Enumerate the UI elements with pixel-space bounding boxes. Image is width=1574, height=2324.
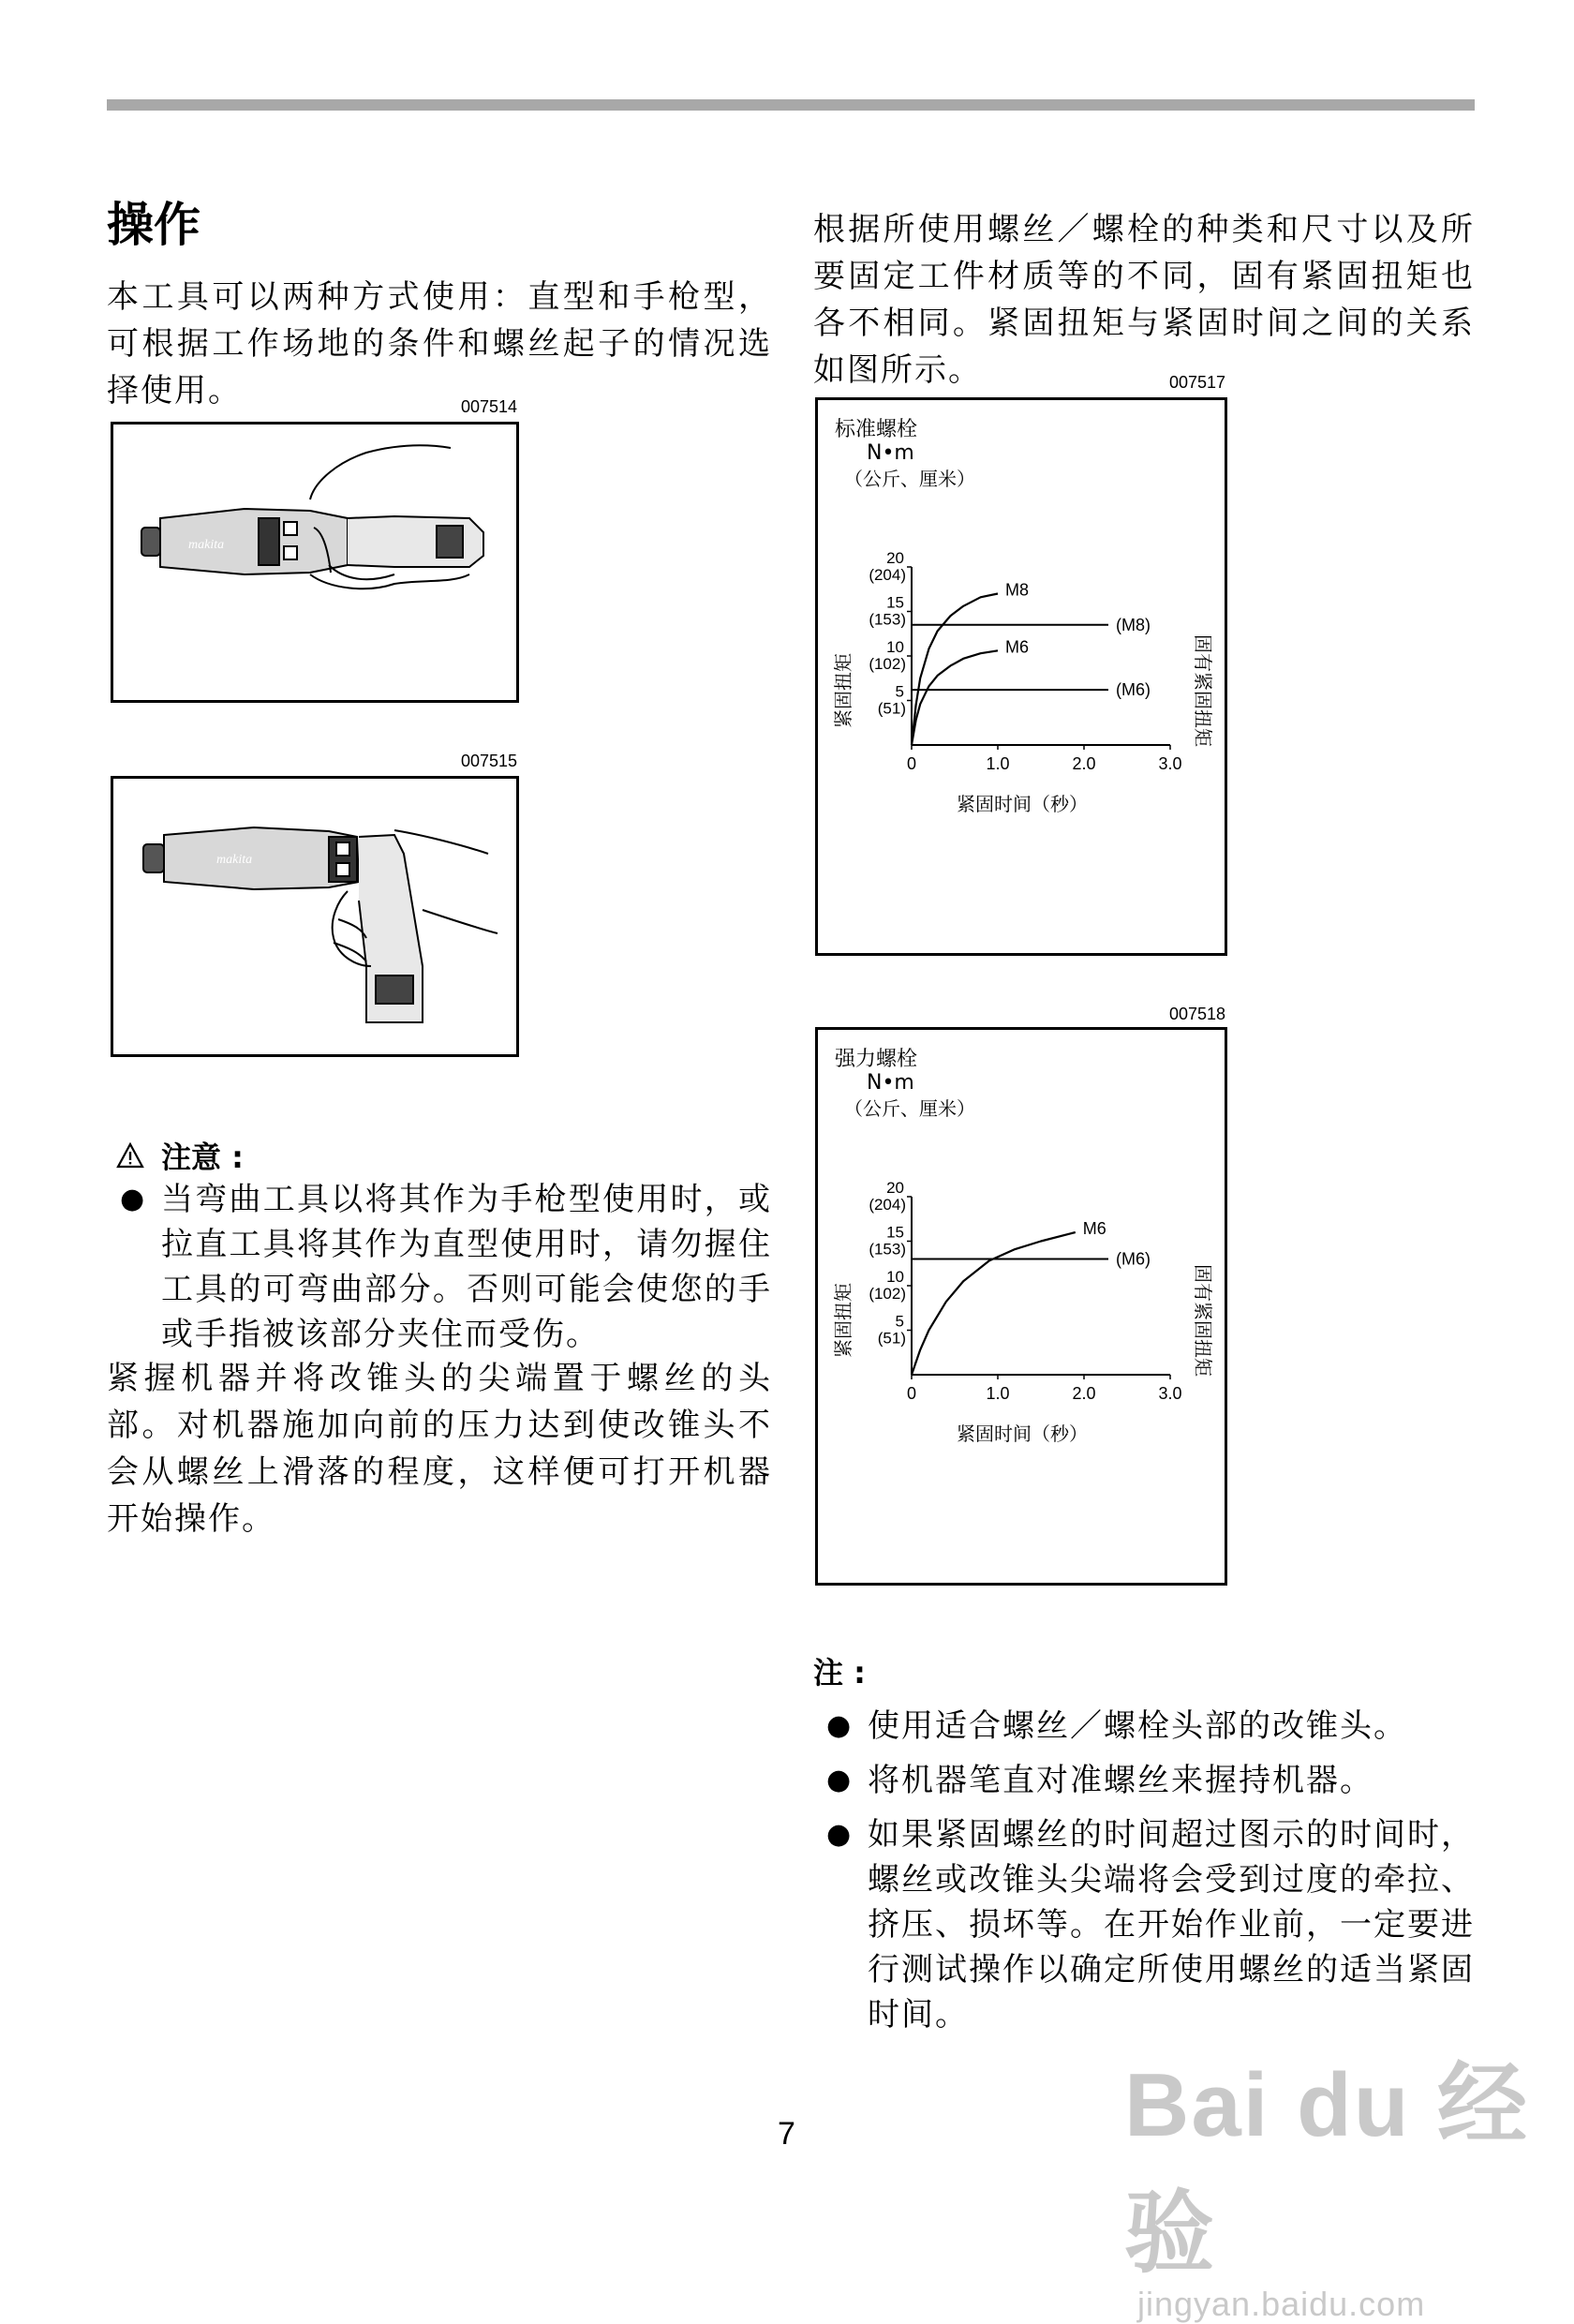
brand-logo: makita: [188, 538, 225, 552]
y-tick-sublabel: (51): [877, 1329, 906, 1348]
chart-unit: N•m: [867, 1071, 914, 1095]
pistol-driver-illustration: [113, 779, 516, 1054]
y-tick-sublabel: (102): [869, 1285, 906, 1303]
reference-line-label: (M8): [1116, 615, 1151, 634]
y-tick-sublabel: (102): [869, 655, 906, 673]
figure-code-straight: 007514: [461, 397, 518, 416]
note-item: ● 使用适合螺丝／螺栓头部的改锥头。: [813, 1704, 1475, 1749]
series-label: M8: [1005, 580, 1030, 600]
y-tick-label: 10: [886, 638, 904, 656]
bullet-icon: ●: [826, 1764, 854, 1796]
y-axis-label: 紧固扭矩: [832, 1283, 854, 1358]
caution-label: 注意 :: [161, 1140, 244, 1175]
chart-title: 强力螺栓: [835, 1048, 918, 1071]
caution-heading: [116, 1134, 244, 1177]
x-axis-label: 紧固时间（秒）: [957, 1423, 1088, 1445]
chart-unit: N•m: [867, 441, 914, 465]
chart-strong-bolt: [815, 1027, 1227, 1586]
section-heading: 操作: [107, 198, 200, 252]
x-tick-label: 2.0: [1072, 1384, 1096, 1403]
chart-unit-sub: （公斤、厘米）: [844, 468, 975, 490]
note-list: [813, 1704, 1475, 2047]
y-tick-sublabel: (153): [869, 610, 906, 629]
y-tick-label: 20: [886, 549, 904, 567]
chart-plot-standard: [818, 400, 1225, 953]
y-tick-label: 15: [886, 593, 904, 612]
note-item: ● 如果紧固螺丝的时间超过图示的时间时，螺丝或改锥头尖端将会受到过度的牵拉、挤压、损坏等。在开始作业前，一定要进行测试操作以确定所使用螺丝的适当紧固时间。: [813, 1812, 1475, 2037]
warning-triangle-icon: [116, 1142, 144, 1169]
note-item: ● 将机器笔直对准螺丝来握持机器。: [813, 1758, 1475, 1803]
y-tick-sublabel: (204): [869, 1196, 906, 1214]
x-tick-label: 1.0: [986, 754, 1010, 773]
series-line: [912, 594, 998, 746]
figure-code-pistol: 007515: [461, 752, 518, 770]
series-label: M6: [1082, 1219, 1106, 1238]
chart-title: 标准螺栓: [835, 418, 918, 441]
y-tick-label: 15: [886, 1223, 904, 1242]
chart-standard-bolt: [815, 397, 1227, 956]
page-number: 7: [778, 2116, 795, 2152]
chart-unit-sub: （公斤、厘米）: [844, 1097, 975, 1120]
x-tick-label: 2.0: [1072, 754, 1096, 773]
torque-intro-paragraph: 根据所使用螺丝／螺栓的种类和尺寸以及所要固定工件材质等的不同，固有紧固扭矩也各不相同。紧固扭矩与紧固时间之间的关系如图所示。: [813, 211, 1475, 389]
y-tick-label: 5: [895, 1312, 904, 1331]
bullet-icon: ●: [826, 1709, 854, 1742]
straight-driver-illustration: [113, 425, 516, 700]
y-axis-label: 紧固扭矩: [832, 653, 854, 728]
x-tick-label: 3.0: [1158, 1384, 1182, 1403]
bullet-icon: ●: [120, 1183, 147, 1215]
y-axis-right-label: 固有紧固扭矩: [1192, 634, 1214, 747]
caution-item: ● 当弯曲工具以将其作为手枪型使用时，或拉直工具将其作为直型使用时，请勿握住工具的可弯曲部分。否则可能会使您的手或手指被该部分夹住而受伤。: [107, 1177, 772, 1357]
y-tick-label: 10: [886, 1268, 904, 1286]
operation-paragraph: 紧握机器并将改锥头的尖端置于螺丝的头部。对机器施加向前的压力达到使改锥头不会从螺丝上滑落的程度，这样便可打开机器开始操作。: [107, 1360, 772, 1538]
figure-straight-type: [111, 422, 519, 703]
brand-logo: makita: [216, 853, 253, 867]
chart-plot-strong: [818, 1030, 1225, 1583]
y-tick-sublabel: (153): [869, 1240, 906, 1259]
reference-line-label: (M6): [1116, 680, 1151, 700]
y-axis-right-label: 固有紧固扭矩: [1192, 1264, 1214, 1377]
series-line: [912, 1232, 1076, 1375]
watermark: [1124, 2034, 1574, 2324]
y-tick-sublabel: (204): [869, 566, 906, 584]
intro-paragraph: 本工具可以两种方式使用：直型和手枪型，可根据工作场地的条件和螺丝起子的情况选择使用。: [107, 278, 772, 410]
x-tick-label: 0: [906, 754, 917, 773]
figure-code-strong: 007518: [1169, 1005, 1226, 1023]
top-rule: [107, 99, 1475, 111]
caution-list: [107, 1177, 772, 1366]
watermark-brand: Bai du 经验: [1124, 2055, 1530, 2284]
reference-line-label: (M6): [1116, 1249, 1151, 1269]
x-tick-label: 3.0: [1158, 754, 1182, 773]
y-tick-label: 5: [895, 682, 904, 701]
bit-holder: [143, 844, 164, 872]
series-label: M6: [1005, 637, 1030, 657]
y-tick-sublabel: (51): [877, 699, 906, 718]
x-axis-label: 紧固时间（秒）: [957, 793, 1088, 815]
bit-holder: [141, 528, 160, 556]
y-tick-label: 20: [886, 1179, 904, 1197]
x-tick-label: 0: [906, 1384, 917, 1403]
note-heading: 注 :: [813, 1655, 866, 1691]
bullet-icon: ●: [826, 1818, 854, 1851]
watermark-url: jingyan.baidu.com: [1137, 2285, 1426, 2323]
x-tick-label: 1.0: [986, 1384, 1010, 1403]
figure-code-standard: 007517: [1169, 373, 1226, 392]
figure-pistol-type: [111, 776, 519, 1057]
